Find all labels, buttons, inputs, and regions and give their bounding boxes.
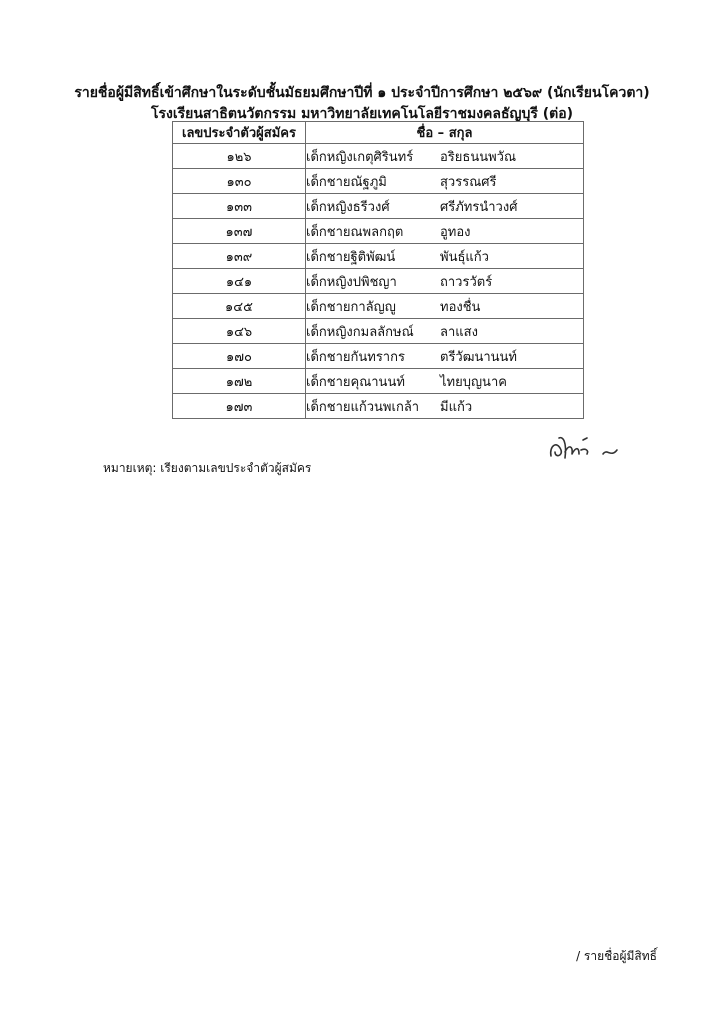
applicant-number: ๑๓๓ <box>173 194 306 219</box>
first-name: เด็กหญิงเกตุศิรินทร์ <box>306 149 414 165</box>
applicant-name-cell <box>306 294 584 319</box>
continuation-footer: / รายชื่อผู้มีสิทธิ์ <box>576 949 657 963</box>
table-row <box>173 319 584 344</box>
first-name: เด็กชายณพลกฤต <box>306 224 404 240</box>
applicant-number: ๑๓๗ <box>173 219 306 244</box>
first-name: เด็กชายกาลัญญู <box>306 299 396 315</box>
table-row <box>173 244 584 269</box>
last-name: มีแก้ว <box>440 399 473 415</box>
table-row <box>173 394 584 419</box>
table-row <box>173 269 584 294</box>
first-name: เด็กชายณัฐภูมิ <box>306 174 387 190</box>
last-name: ไทยบุญนาค <box>440 374 507 390</box>
first-name: เด็กชายฐิติพัฒน์ <box>306 249 396 265</box>
applicant-name-cell <box>306 144 584 169</box>
last-name: ถาวรวัตร์ <box>440 274 493 290</box>
signature-icon <box>545 428 625 464</box>
applicant-name-cell <box>306 369 584 394</box>
table-row <box>173 344 584 369</box>
applicant-name-cell <box>306 194 584 219</box>
first-name: เด็กหญิงปพิชญา <box>306 274 397 290</box>
last-name: พันธุ์แก้ว <box>440 249 489 265</box>
note: หมายเหตุ: เรียงตามเลขประจำตัวผู้สมัคร <box>103 461 312 475</box>
table-row <box>173 219 584 244</box>
last-name: ลาแสง <box>440 324 478 340</box>
first-name: เด็กชายแก้วนพเกล้า <box>306 399 420 415</box>
table-row <box>173 144 584 169</box>
last-name: สุวรรณศรี <box>440 174 497 190</box>
applicant-name-cell <box>306 394 584 419</box>
table-row <box>173 169 584 194</box>
applicant-number: ๑๔๕ <box>173 294 306 319</box>
table-body <box>173 144 584 419</box>
page-subtitle: โรงเรียนสาธิตนวัตกรรม มหาวิทยาลัยเทคโนโลยีราชมงคลธัญบุรี (ต่อ) <box>150 106 574 122</box>
applicant-name-cell <box>306 344 584 369</box>
first-name: เด็กชายคุณานนท์ <box>306 374 405 390</box>
page-title: รายชื่อผู้มีสิทธิ์เข้าศึกษาในระดับชั้นมัธยมศึกษาปีที่ ๑ ประจำปีการศึกษา ๒๕๖๙ (นักเรียนโควตา) <box>74 85 650 101</box>
first-name: เด็กหญิงกมลลักษณ์ <box>306 324 414 340</box>
applicant-name-cell <box>306 244 584 269</box>
applicant-number: ๑๗๓ <box>173 394 306 419</box>
applicant-number: ๑๗๒ <box>173 369 306 394</box>
applicant-number: ๑๗๐ <box>173 344 306 369</box>
applicant-number: ๑๒๖ <box>173 144 306 169</box>
applicant-number: ๑๓๐ <box>173 169 306 194</box>
table-header-row <box>173 122 584 144</box>
last-name: อูทอง <box>440 224 471 240</box>
last-name: ตรีวัฒนานนท์ <box>440 349 517 365</box>
first-name: เด็กหญิงธรีวงศ์ <box>306 199 390 215</box>
table-row <box>173 294 584 319</box>
table-row <box>173 194 584 219</box>
applicant-number: ๑๔๑ <box>173 269 306 294</box>
applicant-table <box>172 121 584 419</box>
header-applicant-number: เลขประจำตัวผู้สมัคร <box>173 122 306 144</box>
last-name: ทองชื่น <box>440 299 481 315</box>
applicant-name-cell <box>306 269 584 294</box>
last-name: ศรีภัทรนำวงศ์ <box>440 199 518 215</box>
applicant-number: ๑๓๙ <box>173 244 306 269</box>
applicant-name-cell <box>306 169 584 194</box>
header-name: ชื่อ – สกุล <box>306 122 584 144</box>
applicant-name-cell <box>306 319 584 344</box>
last-name: อริยธนนพวัณ <box>440 149 517 165</box>
applicant-name-cell <box>306 219 584 244</box>
applicant-number: ๑๔๖ <box>173 319 306 344</box>
table-row <box>173 369 584 394</box>
first-name: เด็กชายกันทรากร <box>306 349 405 365</box>
